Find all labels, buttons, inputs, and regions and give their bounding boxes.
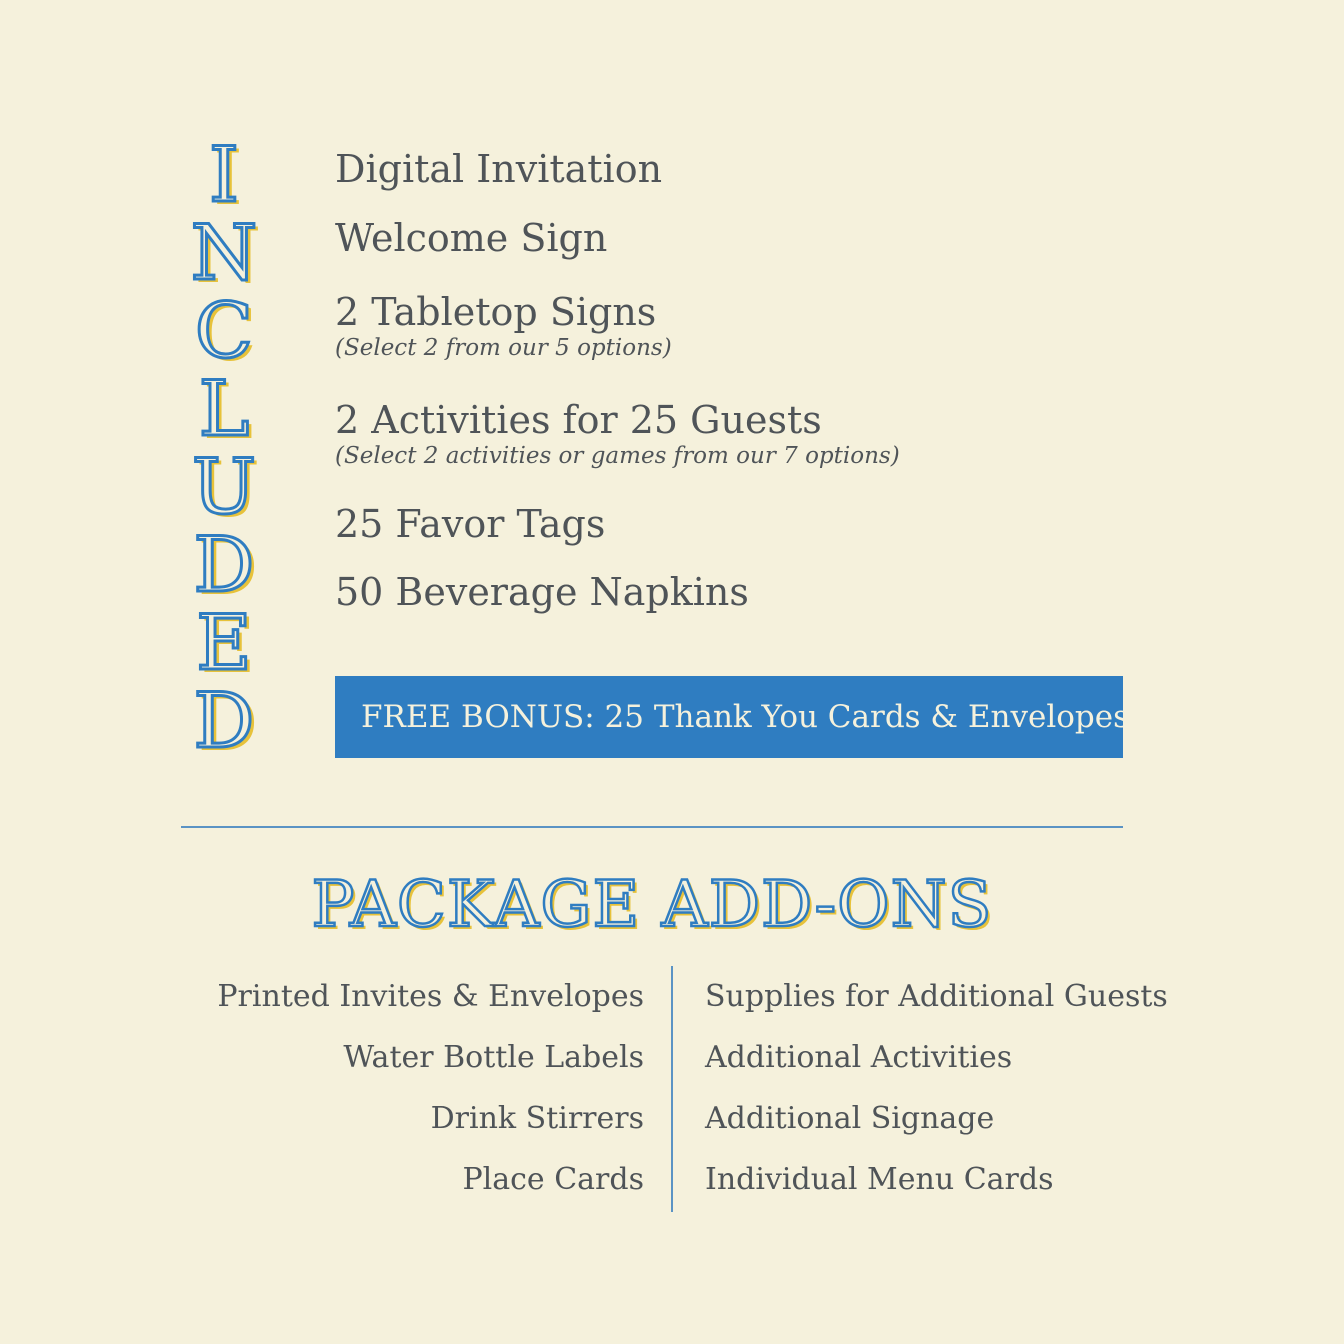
included-item-favor-tags (335, 501, 605, 547)
free-bonus-banner: FREE BONUS: 25 Thank You Cards & Envelopes (335, 676, 1123, 758)
item-note: (Select 2 activities or games from our 7 options) (335, 443, 900, 469)
included-letter: N (190, 208, 258, 297)
included-letter: L (198, 364, 250, 453)
item-title: 25 Favor Tags (335, 502, 606, 546)
addon-item: Place Cards (462, 1162, 644, 1197)
addon-item: Supplies for Additional Guests (705, 979, 1168, 1014)
addon-item: Drink Stirrers (430, 1101, 644, 1136)
addon-item: Individual Menu Cards (705, 1162, 1054, 1197)
item-title: Welcome Sign (335, 216, 608, 260)
addon-item: Additional Activities (705, 1040, 1013, 1075)
included-letter: C (194, 286, 254, 375)
addons-right-column (705, 974, 1168, 1218)
addon-item: Additional Signage (705, 1101, 995, 1136)
item-title: 2 Activities for 25 Guests (335, 398, 822, 442)
included-item-tabletop-signs (335, 289, 672, 361)
item-title: Digital Invitation (335, 147, 663, 191)
included-letter: E (196, 598, 252, 687)
included-heading (176, 130, 272, 765)
included-letter: D (193, 676, 255, 765)
included-item-welcome-sign (335, 215, 607, 261)
addon-item: Water Bottle Labels (343, 1040, 644, 1075)
addon-item: Printed Invites & Envelopes (217, 979, 644, 1014)
section-divider (181, 826, 1123, 828)
included-letter: D (193, 520, 255, 609)
item-title: 50 Beverage Napkins (335, 570, 749, 614)
item-note: (Select 2 from our 5 options) (335, 335, 672, 361)
column-divider (671, 966, 673, 1212)
item-title: 2 Tabletop Signs (335, 290, 657, 334)
addons-left-column (217, 974, 644, 1218)
included-item-beverage-napkins (335, 569, 749, 615)
addons-heading: PACKAGE ADD-ONS (311, 868, 993, 942)
included-letter: I (208, 130, 240, 219)
included-item-activities (335, 397, 900, 469)
included-letter: U (191, 442, 257, 531)
included-item-digital-invitation (335, 146, 662, 192)
